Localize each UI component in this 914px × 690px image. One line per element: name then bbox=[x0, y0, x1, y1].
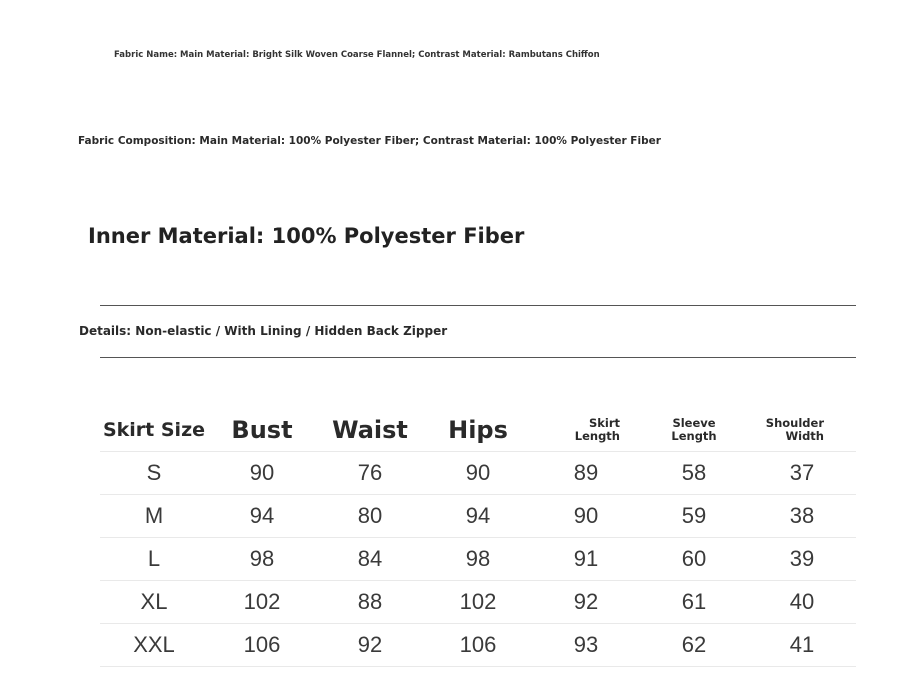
header-skirt-length-line1: Skirt bbox=[588, 415, 620, 430]
table-cell: 41 bbox=[748, 624, 856, 667]
header-skirt-length bbox=[532, 408, 640, 452]
table-cell: 39 bbox=[748, 538, 856, 581]
header-sleeve-length-line2: Length bbox=[671, 428, 717, 443]
divider-bottom bbox=[100, 357, 856, 358]
details-text: Details: Non-elastic / With Lining / Hidden Back Zipper bbox=[79, 324, 448, 338]
table-cell: 89 bbox=[532, 452, 640, 495]
size-chart-table bbox=[100, 408, 856, 667]
table-cell: 106 bbox=[208, 624, 316, 667]
header-bust: Bust bbox=[231, 415, 293, 444]
table-cell: 93 bbox=[532, 624, 640, 667]
table-row bbox=[100, 581, 856, 624]
table-cell: 59 bbox=[640, 495, 748, 538]
header-skirt-size: Skirt Size bbox=[102, 418, 206, 441]
table-cell: 60 bbox=[640, 538, 748, 581]
table-cell: 76 bbox=[316, 452, 424, 495]
header-shoulder-width-line1: Shoulder bbox=[765, 415, 824, 430]
table-cell: 37 bbox=[748, 452, 856, 495]
table-cell: 61 bbox=[640, 581, 748, 624]
table-cell: 92 bbox=[532, 581, 640, 624]
header-sleeve-length-line1: Sleeve bbox=[672, 415, 716, 430]
size-chart-header-row bbox=[100, 408, 856, 452]
table-row bbox=[100, 624, 856, 667]
table-cell: L bbox=[100, 538, 208, 581]
table-cell: 40 bbox=[748, 581, 856, 624]
table-cell: 106 bbox=[424, 624, 532, 667]
table-cell: 94 bbox=[424, 495, 532, 538]
divider-top bbox=[100, 305, 856, 306]
table-cell: 88 bbox=[316, 581, 424, 624]
table-cell: 102 bbox=[424, 581, 532, 624]
table-cell: XL bbox=[100, 581, 208, 624]
fabric-name-text: Fabric Name: Main Material: Bright Silk Woven Coarse Flannel; Contrast Material: Rambutans Chiffon bbox=[114, 50, 600, 60]
header-hips: Hips bbox=[448, 415, 508, 444]
header-shoulder-width bbox=[748, 408, 856, 452]
table-row bbox=[100, 538, 856, 581]
table-cell: 90 bbox=[424, 452, 532, 495]
table-cell: 94 bbox=[208, 495, 316, 538]
table-cell: 58 bbox=[640, 452, 748, 495]
table-cell: M bbox=[100, 495, 208, 538]
header-sleeve-length bbox=[640, 408, 748, 452]
table-row bbox=[100, 495, 856, 538]
table-cell: 38 bbox=[748, 495, 856, 538]
fabric-composition-text: Fabric Composition: Main Material: 100% Polyester Fiber; Contrast Material: 100% Polyester Fiber bbox=[78, 135, 661, 147]
table-cell: 98 bbox=[208, 538, 316, 581]
inner-material-heading: Inner Material: 100% Polyester Fiber bbox=[88, 224, 525, 248]
table-cell: S bbox=[100, 452, 208, 495]
table-cell: XXL bbox=[100, 624, 208, 667]
table-row bbox=[100, 452, 856, 495]
header-waist: Waist bbox=[332, 415, 408, 444]
table-cell: 80 bbox=[316, 495, 424, 538]
table-cell: 84 bbox=[316, 538, 424, 581]
table-cell: 62 bbox=[640, 624, 748, 667]
table-cell: 102 bbox=[208, 581, 316, 624]
table-cell: 91 bbox=[532, 538, 640, 581]
table-cell: 98 bbox=[424, 538, 532, 581]
header-skirt-length-line2: Length bbox=[574, 428, 620, 443]
header-shoulder-width-line2: Width bbox=[785, 428, 824, 443]
table-cell: 90 bbox=[208, 452, 316, 495]
table-cell: 92 bbox=[316, 624, 424, 667]
table-cell: 90 bbox=[532, 495, 640, 538]
